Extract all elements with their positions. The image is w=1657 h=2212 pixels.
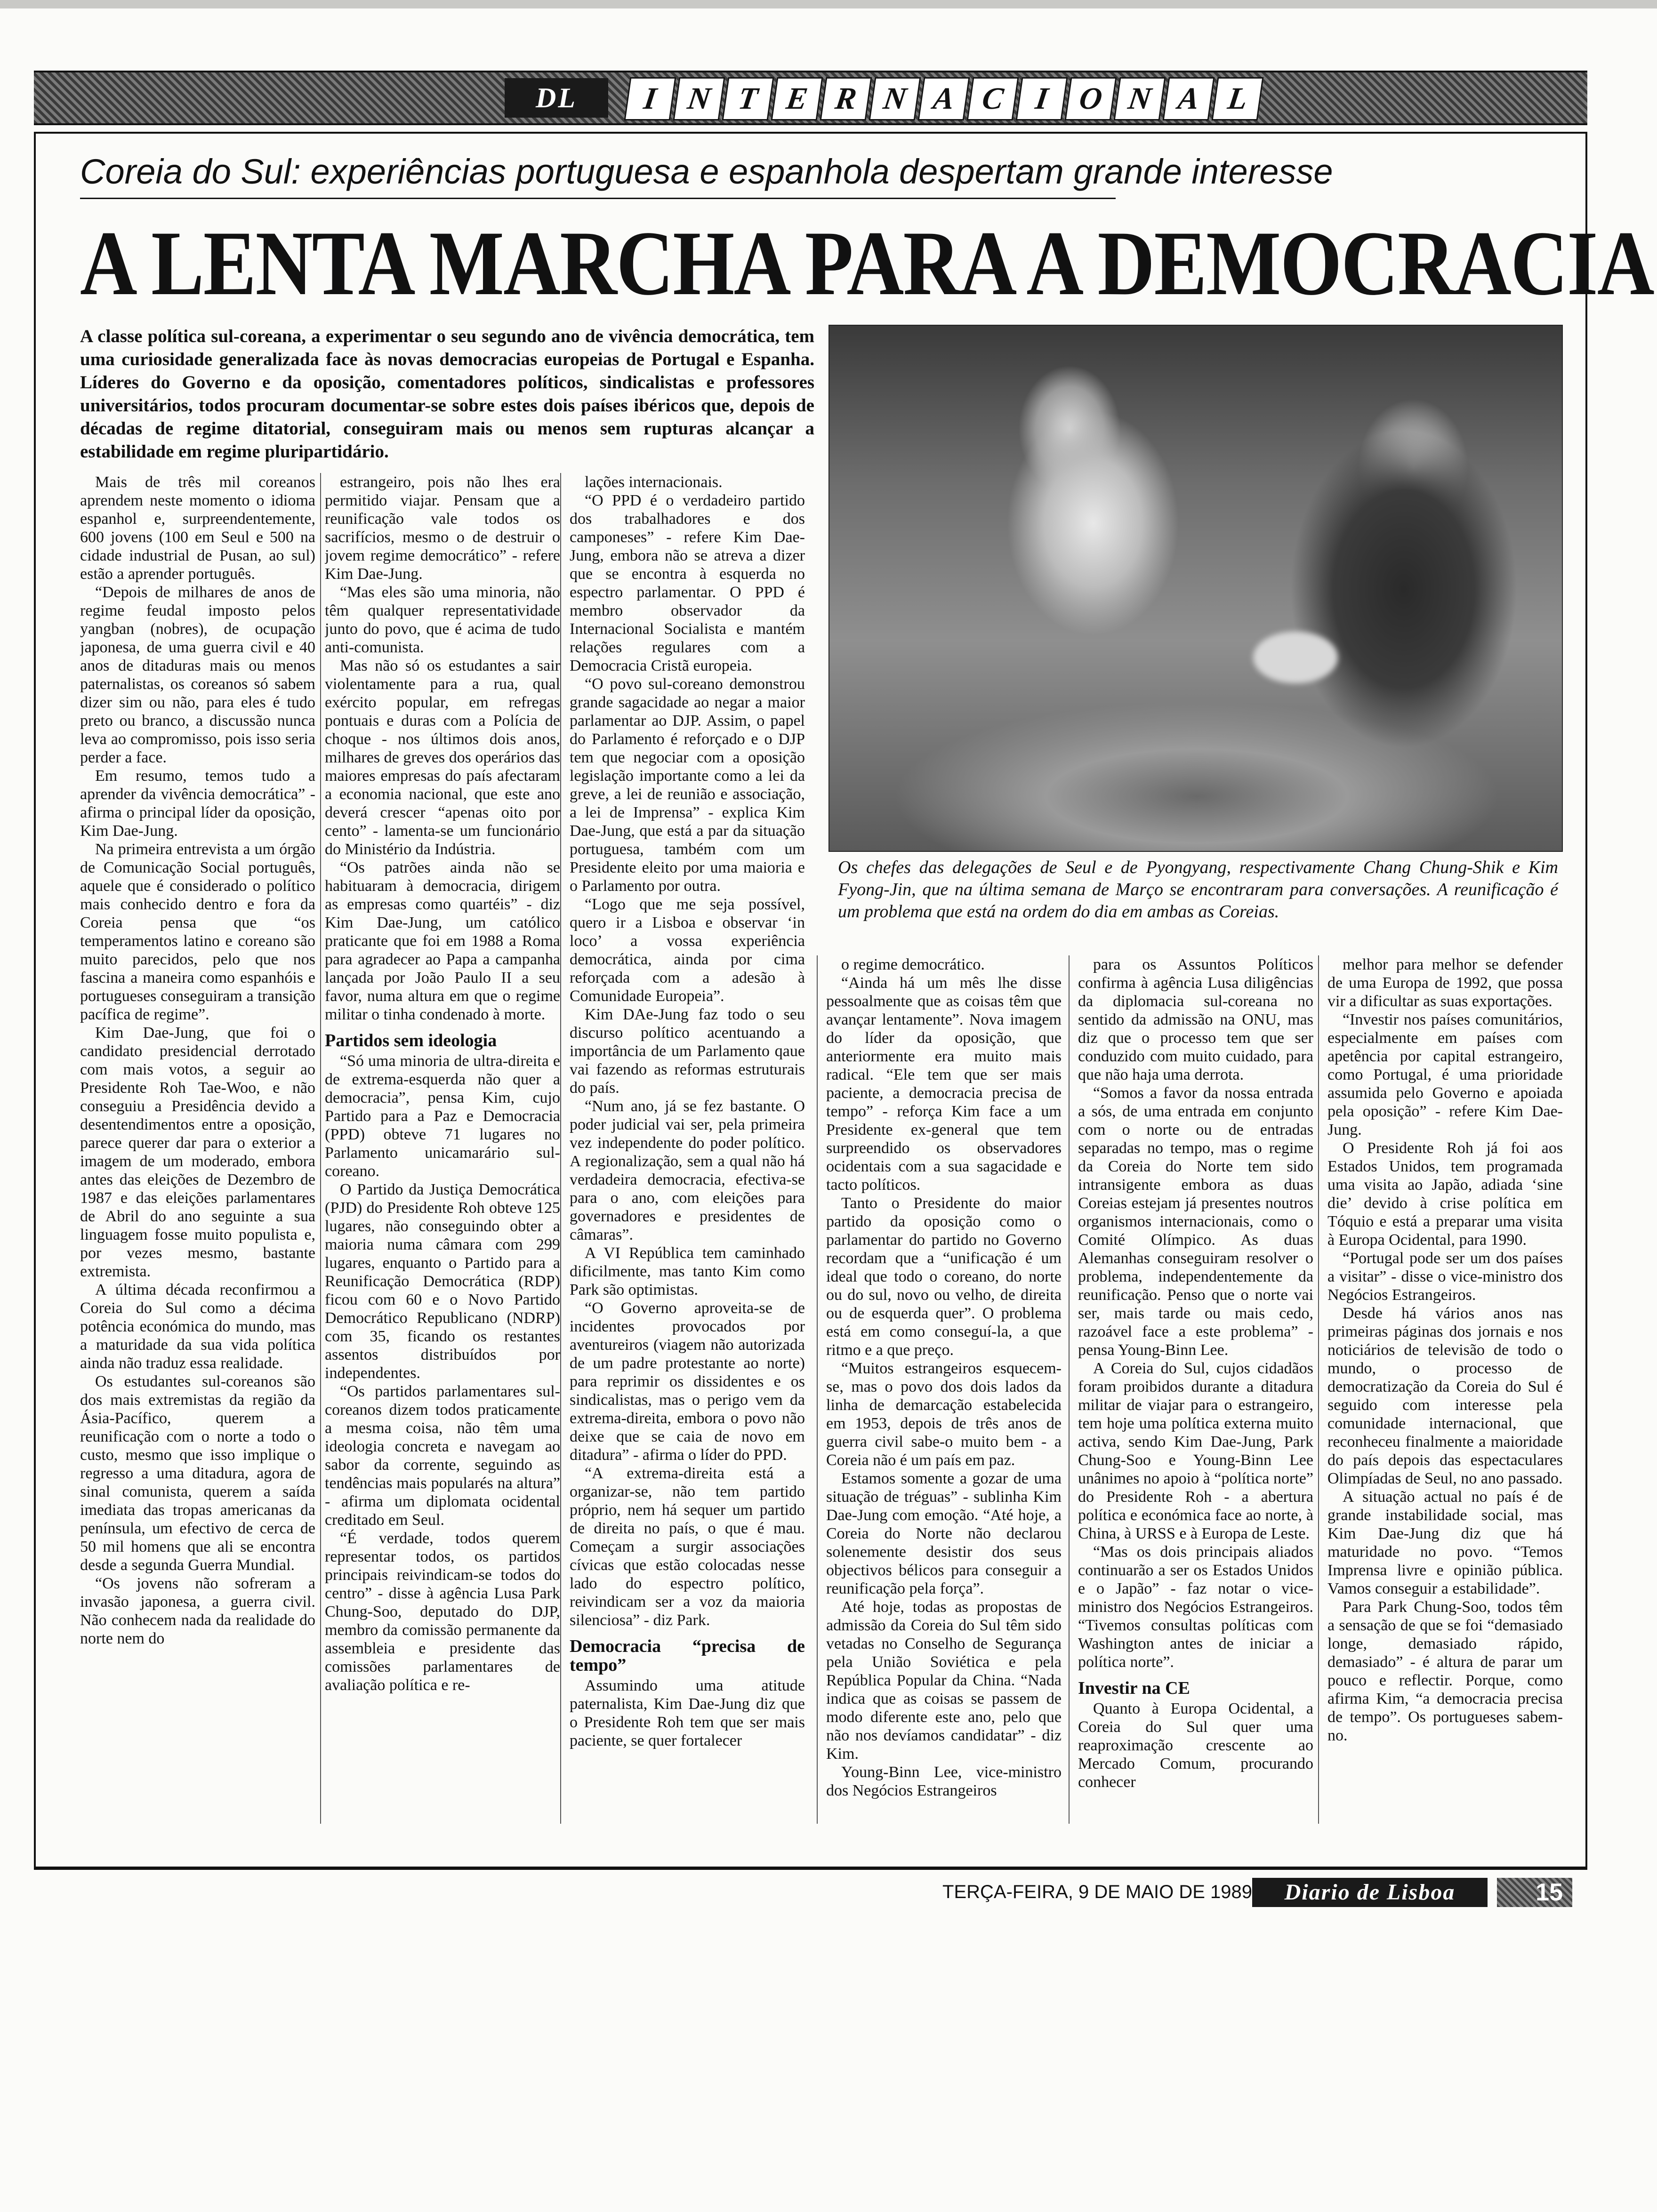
paragraph: para os Assuntos Políticos confirma à agência Lusa diligências da diplomacia sul-coreana no sentido da admissão na ONU, mas diz que o processo tem que ser conduzido com muito cuidado, para que não haja uma derrota. xyxy=(1078,956,1313,1083)
text-column-3 xyxy=(570,473,805,1824)
page-number: 15 xyxy=(1497,1878,1572,1907)
footer-date: TERÇA-FEIRA, 9 DE MAIO DE 1989 xyxy=(942,1882,1252,1902)
section-letter: O xyxy=(1065,77,1117,120)
text-column-2 xyxy=(325,473,560,1824)
paragraph: “Muitos estrangeiros esquecem-se, mas o povo dos dois lados da linha de demarcação estabelecida em 1953, depois de três anos de guerra civil sabe-o muito bem - a Coreia não é um país em paz. xyxy=(826,1360,1062,1469)
photo-caption: Os chefes das delegações de Seul e de Pyongyang, respectivamente Chang Chung-Shik e Kim Fyong-Jin, que na última semana de Março se encontraram para conversações. A reunificação é um problema que está na ordem do dia em ambas as Coreias. xyxy=(838,858,1558,922)
paragraph: Quanto à Europa Ocidental, a Coreia do Sul quer uma reaproximação crescente ao Mercado Comum, procurando conhecer xyxy=(1078,1700,1313,1791)
paragraph: “Ainda há um mês lhe disse pessoalmente que as coisas têm que avançar lentamente”. Nova imagem do líder da oposição, que anteriormente era muito mais radical. “Ele tem que ser mais paciente, a democracia precisa de tempo” - reforça Kim face a um Presidente ex-general que tem surpreendido os observadores ocidentais com a sua sagacidade e tacto políticos. xyxy=(826,974,1062,1194)
section-title xyxy=(627,77,1261,119)
paragraph: o regime democrático. xyxy=(841,956,985,973)
paragraph: O Partido da Justiça Democrática (PJD) do Presidente Roh obteve 125 lugares, não conseguindo obter a maioria numa câmara com 299 lugares, enquanto o Partido para a Reunificação Democrática (RDP) ficou com 60 e o Novo Partido Democrático Republicano (NDRP) com 35, ficando os restantes assentos distribuídos por independentes. xyxy=(325,1181,560,1382)
section-letter: A xyxy=(918,77,970,120)
paragraph: A situação actual no país é de grande instabilidade social, mas Kim Dae-Jung diz que há maturidade no povo. “Temos Imprensa livre e opinião pública. Vamos conseguir a estabilidade”. xyxy=(1327,1488,1563,1597)
column-rule xyxy=(817,955,818,1824)
paragraph: “Só uma minoria de ultra-direita e de extrema-esquerda não quer a democracia”, pensa Kim, cujo Partido para a Paz e Democracia (PPD) obteve 71 lugares no Parlamento unicamarário sul-coreano. xyxy=(325,1052,560,1180)
section-letter: L xyxy=(1212,77,1264,120)
paragraph: Até hoje, todas as propostas de admissão da Coreia do Sul têm sido vetadas no Conselho de Segurança pela União Soviética e pela República Popular da China. “Nada indica que as coisas se passem de modo diferente este ano, pelo que não nos devíamos candidatar” - diz Kim. xyxy=(826,1598,1062,1763)
paragraph: A Coreia do Sul, cujos cidadãos foram proibidos durante a ditadura militar de viajar para o estrangeiro, tem hoje uma política externa muito activa, sendo Kim Dae-Jung, Park Chung-Soo e Young-Binn Lee unânimes no apoio à “política norte” do Presidente Roh - a abertura política e económica face ao norte, à China, à URSS e à Europa de Leste. xyxy=(1078,1360,1313,1542)
article-lead: A classe política sul-coreana, a experimentar o seu segundo ano de vivência democrática, tem uma curiosidade generalizada face às novas democracias europeias de Portugal e Espanha. Líderes do Governo e da oposição, comentadores políticos, sindicalistas e professores universitários, todos procuram documentar-se sobre estes dois países ibéricos que, depois de décadas de regime ditatorial, conseguiram mais ou menos sem rupturas alcançar a estabilidade em regime pluripartidário. xyxy=(80,326,814,462)
paragraph: “Portugal pode ser um dos países a visitar” - disse o vice-ministro dos Negócios Estrangeiros. xyxy=(1327,1250,1563,1304)
subheading-investir: Investir na CE xyxy=(1078,1678,1190,1698)
text-column-5 xyxy=(1078,955,1313,1824)
subheading-partidos: Partidos sem ideologia xyxy=(325,1031,497,1050)
paragraph: “A extrema-direita está a organizar-se, não tem partido próprio, nem há sequer um partido de direita no país, o que é mau. Começam a surgir associações cívicas que estão colocadas nesse lado do espectro político, reivindicam ser a voz da maioria silenciosa” - diz Park. xyxy=(570,1465,805,1629)
paragraph: Estamos somente a gozar de uma situação de tréguas” - sublinha Kim Dae-Jung com emoção. “Até hoje, a Coreia do Norte não declarou solenemente desistir dos seus objectivos bélicos para conseguir a reunificação pela força”. xyxy=(826,1470,1062,1597)
text-column-1 xyxy=(80,473,315,1824)
column-rule xyxy=(320,473,321,1824)
paragraph: “Mas os dois principais aliados continuarão a ser os Estados Unidos e o Japão” - faz notar o vice-ministro dos Negócios Estrangeiros. “Tivemos consultas políticas com Washington antes de iniciar a política norte”. xyxy=(1078,1543,1313,1671)
paragraph: “Investir nos países comunitários, especialmente em países com apetência por capital estrangeiro, como Portugal, é uma prioridade assumida pelo Governo e apoiada pela oposição” - refere Kim Dae-Jung. xyxy=(1327,1011,1563,1138)
column-rule xyxy=(1069,955,1070,1824)
paragraph: A última década reconfirmou a Coreia do Sul como a décima potência económica do mundo, mas a maturidade da sua vida política ainda não traduz essa realidade. xyxy=(80,1281,315,1372)
section-letter: T xyxy=(722,77,774,120)
paragraph: “Mas eles são uma minoria, não têm qualquer representatividade junto do povo, que é acima de tudo anti-comunista. xyxy=(325,584,560,656)
paragraph: Kim DAe-Jung faz todo o seu discurso político acentuando a importância de um Parlamento qaue vai fazendo as reformas estruturais do país. xyxy=(570,1006,805,1097)
paragraph: “O povo sul-coreano demonstrou grande sagacidade ao negar a maior parlamentar ao DJP. Assim, o papel do Parlamento é reforçado e o DJP tem que negociar com a oposição legislação importante como a lei da greve, a lei de reunião e associação, a lei de Imprensa” - explica Kim Dae-Jung, que está a par da situação portuguesa, também com um Presidente eleito por uma maioria e o Parlamento por outra. xyxy=(570,675,805,895)
paragraph: melhor para melhor se defender de uma Europa de 1992, que possa vir a dificultar as suas exportações. xyxy=(1327,956,1563,1010)
section-letter: R xyxy=(820,77,872,120)
paragraph: “É verdade, todos querem representar todos, os partidos principais reivindicam-se todos do centro” - disse à agência Lusa Park Chung-Soo, deputado do DJP, membro da comissão permanente da assembleia e presidente das comissões parlamentares de avaliação política e re- xyxy=(325,1530,560,1694)
paragraph: Tanto o Presidente do maior partido da oposição como o parlamentar do partido no Governo recordam que a “unificação é um ideal que todo o coreano, do norte ou do sul, novo ou velho, de direita ou de esquerda quer”. O problema está em como conseguí-la, a que ritmo e a que preço. xyxy=(826,1194,1062,1359)
paragraph: Para Park Chung-Soo, todos têm a sensação de que se foi “demasiado longe, demasiado rápido, demasiado” - é altura de parar um pouco e reflectir. Porque, como afirma Kim, “a democracia precisa de tempo”. Os portugueses sabem-no. xyxy=(1327,1598,1563,1744)
paragraph: “Os patrões ainda não se habituaram à democracia, dirigem as empresas como quartéis” - diz Kim Dae-Jung, um católico praticante que foi em 1988 a Roma para agradecer ao Papa a campanha lançada por João Paulo II a seu favor, numa altura em que o regime militar o tinha condenado à morte. xyxy=(325,859,560,1023)
paragraph: Desde há vários anos nas primeiras páginas dos jornais e nos noticiários de televisão de todo o mundo, o processo de democratização da Coreia do Sul é seguido com interesse pela comunidade internacional, que reconheceu finalmente a maioridade do país depois das espectaculares Olimpíadas de Seul, no ano passado. xyxy=(1327,1305,1563,1487)
paragraph: A VI República tem caminhado dificilmente, mas tanto Kim como Park são optimistas. xyxy=(570,1244,805,1298)
paragraph: “Os jovens não sofreram a invasão japonesa, a guerra civil. Não conhecem nada da realidade do norte nem do xyxy=(80,1575,315,1647)
subheading-democracia: Democracia “precisa de tempo” xyxy=(570,1636,805,1675)
column-rule xyxy=(1318,955,1319,1824)
section-letter: N xyxy=(869,77,921,120)
section-letter: N xyxy=(1114,77,1166,120)
paragraph: estrangeiro, pois não lhes era permitido viajar. Pensam que a reunificação vale todos os sacrifícios, mesmo o de destruir o jovem regime democrático” - refere Kim Dae-Jung. xyxy=(325,473,560,583)
paragraph: “O PPD é o verdadeiro partido dos trabalhadores e dos camponeses” - refere Kim Dae-Jung, embora não se atreva a dizer que se encontra à esquerda no espectro parlamentar. O PPD é membro observador da Internacional Socialista e mantém relações regulares com a Democracia Cristã europeia. xyxy=(570,492,805,674)
paragraph: Os estudantes sul-coreanos são dos mais extremistas da região da Ásia-Pacífico, querem a reunificação com o norte a todo o custo, mesmo que isso implique o regresso a uma ditadura, agora de sinal comunista, querem a saída imediata das tropas americanas da península, um efectivo de cerca de 50 mil homens que ali se encontra desde a segunda Guerra Mundial. xyxy=(80,1373,315,1574)
text-column-4 xyxy=(826,955,1062,1824)
section-letter: E xyxy=(771,77,823,120)
article-kicker: Coreia do Sul: experiências portuguesa e espanhola despertam grande interesse xyxy=(80,146,1116,199)
paragraph: “Somos a favor da nossa entrada a sós, de uma entrada em conjunto com o norte ou de entradas separadas no tempo, mas o regime da Coreia do Norte tem sido intransigente embora as duas Coreias estejam já presentes noutros organismos internacionais, como o Comité Olímpico. As duas Alemanhas conseguiram resolver o problema, independentemente da reunificação. Penso que o norte vai ser, mais tarde ou mais cedo, razoável face a este problema” - pensa Young-Binn Lee. xyxy=(1078,1084,1313,1359)
footer-rule xyxy=(34,1868,1587,1870)
section-letter: I xyxy=(1016,77,1068,120)
paragraph: Na primeira entrevista a um órgão de Comunicação Social português, aquele que é considerado o político mais conhecido dentro e fora da Coreia pensa que “os temperamentos latino e coreano são muito parecidos, pelo que nos fascina a maneira como espanhóis e portugueses conseguiram a transição pacífica de regime”. xyxy=(80,841,315,1023)
scan-edge-strip xyxy=(0,0,1657,8)
news-photo xyxy=(828,325,1563,852)
paragraph: “Num ano, já se fez bastante. O poder judicial vai ser, pela primeira vez independente do poder político. A regionalização, sem a qual não há verdadeira democracia, efectiva-se para o ano, com eleições para governadores e presidentes de câmaras”. xyxy=(570,1098,805,1243)
paragraph: Young-Binn Lee, vice-ministro dos Negócios Estrangeiros xyxy=(826,1763,1062,1799)
section-letter: N xyxy=(673,77,725,120)
section-letter: A xyxy=(1163,77,1215,120)
paragraph: Assumindo uma atitude paternalista, Kim Dae-Jung diz que o Presidente Roh tem que ser mais paciente, se quer fortalecer xyxy=(570,1677,805,1749)
paragraph: O Presidente Roh já foi aos Estados Unidos, tem programada uma visita ao Japão, adiada ‘sine die’ devido à crise política em Tóquio e está a preparar uma visita à Europa Ocidental, para 1990. xyxy=(1327,1139,1563,1249)
newspaper-logo: DL xyxy=(505,78,608,118)
article-headline: A LENTA MARCHA PARA A DEMOCRACIA xyxy=(80,212,1654,314)
paragraph: Em resumo, temos tudo a aprender da vivência democrática” - afirma o principal líder da oposição, Kim Dae-Jung. xyxy=(80,767,315,840)
section-letter: C xyxy=(967,77,1019,120)
text-column-6 xyxy=(1327,955,1563,1824)
paragraph: Mais de três mil coreanos aprendem neste momento o idioma espanhol e, surpreendentemente, 600 jovens (100 em Seul e 500 na cidade industrial de Pusan, ao sul) estão a aprender português. xyxy=(80,473,315,583)
paragraph: “Depois de milhares de anos de regime feudal imposto pelos yangban (nobres), de ocupação japonesa, de uma guerra civil e 40 anos de ditaduras mais ou menos paternalistas, os coreanos só sabem dizer sim ou não, para eles é tudo preto ou branco, a discussão nunca leva ao compromisso, pois isso seria perder a face. xyxy=(80,584,315,766)
paragraph: lações internacionais. xyxy=(585,473,723,491)
paragraph: Kim Dae-Jung, que foi o candidato presidencial derrotado com mais votos, a seguir ao Presidente Roh Tae-Woo, e não conseguiu a Presidência devido a desentendimentos entre a oposição, parece querer dar para o exterior a imagem de um moderado, embora antes das eleições de Dezembro de 1987 e das eleições parlamentares de Abril do ano seguinte a sua linguagem fosse muito populista e, por vezes mesmo, bastante extremista. xyxy=(80,1024,315,1280)
section-banner xyxy=(34,71,1587,125)
paragraph: Mas não só os estudantes a sair violentamente para a rua, qual exército popular, em refregas pontuais e duras com a Polícia de choque - nos últimos dois anos, milhares de greves dos operários das maiores empresas do país afectaram a economia nacional, que este ano deverá crescer “apenas oito por cento” - lamenta-se um funcionário do Ministério da Indústria. xyxy=(325,657,560,858)
footer-paper-name: Diario de Lisboa xyxy=(1252,1878,1488,1907)
section-letter: I xyxy=(624,77,676,120)
column-rule xyxy=(560,473,561,1824)
paragraph: “Os partidos parlamentares sul-coreanos dizem todos praticamente a mesma coisa, não têm uma ideologia concreta e navegam ao sabor da corrente, seguindo as tendências mais popularés na altura” - afirma um diplomata ocidental creditado em Seul. xyxy=(325,1383,560,1529)
paragraph: “Logo que me seja possível, quero ir a Lisboa e observar ‘in loco’ a vossa experiência democrática, ainda por cima reforçada com a adesão à Comunidade Europeia”. xyxy=(570,896,805,1005)
paragraph: “O Governo aproveita-se de incidentes provocados por aventureiros (viagem não autorizada de um padre protestante ao norte) para reprimir os dissidentes e os sindicalistas, mas o perigo vem da extrema-direita, embora o povo não deixe que se caia de novo em ditadura” - afirma o líder do PPD. xyxy=(570,1299,805,1464)
